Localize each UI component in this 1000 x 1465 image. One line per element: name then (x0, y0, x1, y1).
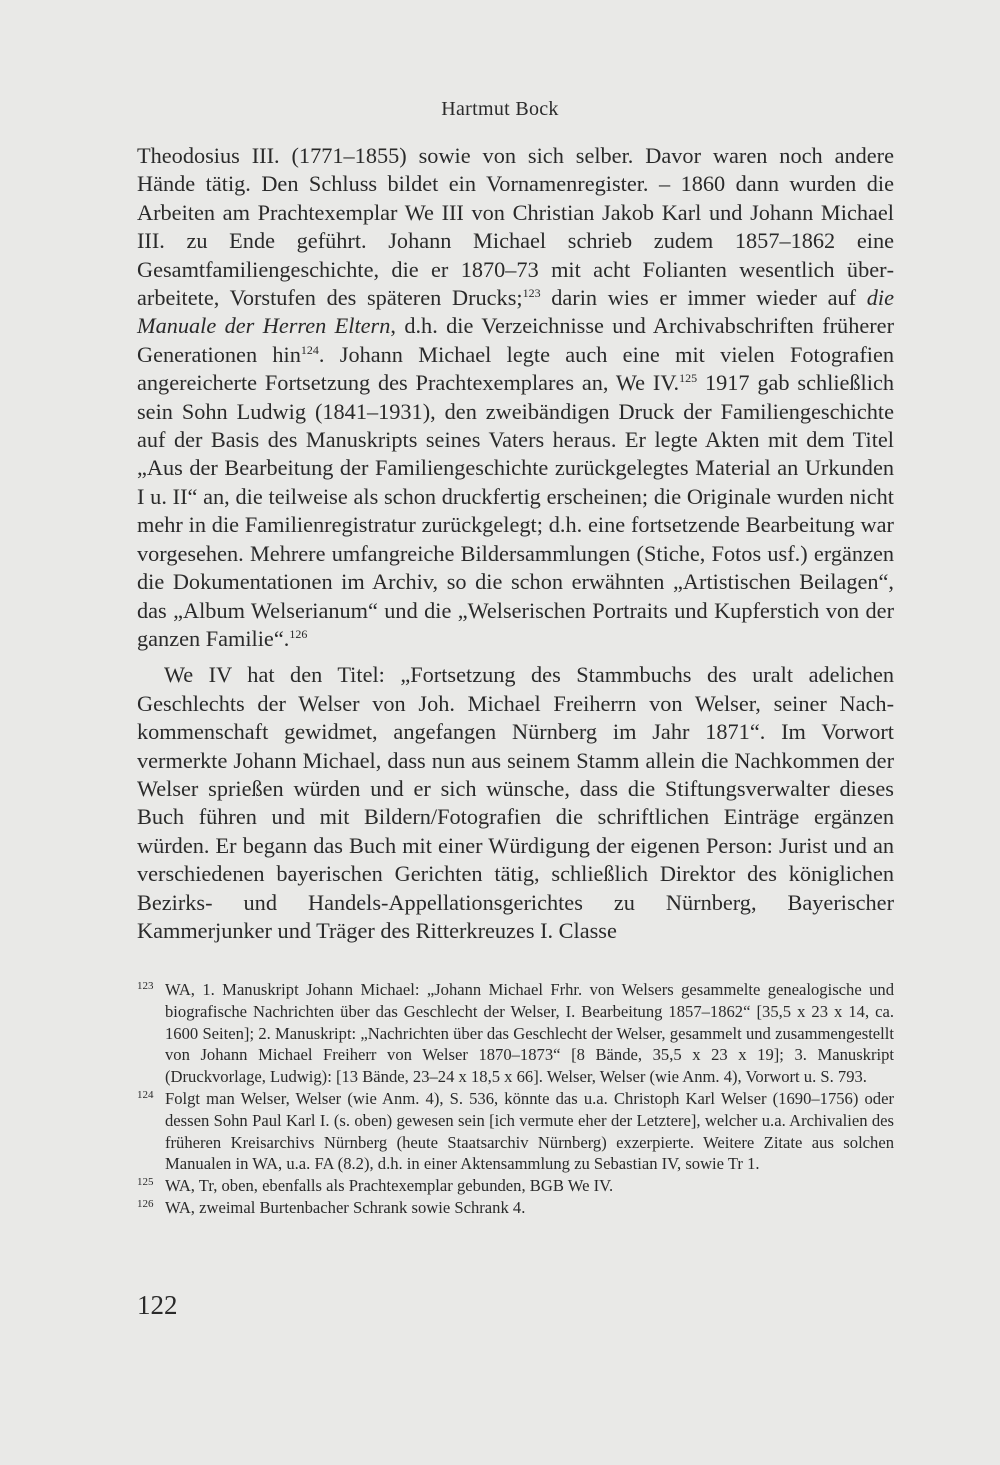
footnote-number: 125 (137, 1176, 154, 1189)
running-head: Hartmut Bock (441, 98, 559, 120)
footnote-ref-126[interactable]: 126 (289, 626, 308, 641)
paragraph-2: We IV hat den Titel: „Fortsetzung des Stammbuchs des uralt adelichen Geschlechts der Welser von Joh. Michael Freiherrn von Welser, seiner Nachkommenschaft gewidmet, angefangen Nürnberg im Jahr 1871“. Im Vorwort vermerkte Johann Michael, dass nun aus seinem Stamm allein die Nachkommen der Welser sprießen würden und er sich wünsche, dass die Stiftungsverwalter dieses Buch führen und mit Bildern/Fotografien die schriftlichen Einträge ergänzen würden. Er begann das Buch mit einer Würdigung der eigenen Person: Jurist und an verschiedenen bayerischen Gerichten tätig, schließlich Direktor des königlichen Bezirks- und Handels-Appellationsgerichtes zu Nürnberg, Bayerischer Kammerjunker und Träger des Ritterkreuzes I. Classe (137, 662, 894, 943)
footnote-123 (137, 979, 894, 1088)
text-segment: . Johann Michael legte auch eine mit vielen Fotografien angereicherte Fortsetzung des Prachtexemplares an, We IV. (137, 341, 894, 396)
text-segment: Theodosius III. (1771–1855) sowie von sich selber. Davor waren noch andere Hände tätig. Den Schluss bildet ein Vornamenregister. – 1860 dann wurden die Arbeiten am Prachtexemplar We III von Christian Jakob Karl und Johann Michael III. zu Ende geführt. Johann Michael schrieb zudem 1857–1862 eine Gesamtfamiliengeschichte, die er 1870–73 mit acht Folianten wesentlich überarbeitete, Vorstufen des späteren Drucks; (137, 143, 894, 311)
footnote-number: 124 (137, 1088, 154, 1101)
footnote-ref-123[interactable]: 123 (522, 286, 541, 301)
footnote-number: 123 (137, 980, 154, 992)
footnote-text: WA, 1. Manuskript Johann Michael: „Johann Michael Frhr. von Welsers gesammelte genealogische und biografische Nachrichten über das Geschlecht der Welser, I. Bearbeitung 1857–1862“ [35,5 x 23 x 14, ca. 1600 Seiten]; 2. Manuskript: „Nachrichten über das Geschlecht der Welser, gesammelt und zusammengestellt von Johann Michael Freiherr von Welser 1870–1873“ [8 Bände, 35,5 x 23 x 19]; 3. Manuskript (Druckvorlage, Ludwig): [13 Bände, 23–24 x 18,5 x 66]. Welser, Welser (wie Anm. 4), Vorwort u. S. 793. (165, 980, 894, 1087)
footnote-125 (137, 1175, 894, 1197)
text-segment: , d.h. die Verzeichnisse und Archivabschriften früherer Generationen hin (137, 313, 894, 367)
footnote-text: WA, Tr, oben, ebenfalls als Prachtexemplar gebunden, BGB We IV. (165, 1176, 614, 1196)
footnote-number: 126 (137, 1197, 154, 1210)
main-text (137, 142, 894, 953)
footnotes (137, 979, 894, 1219)
italic-title: die Manuale der Herren Eltern (137, 285, 894, 339)
footnote-text: WA, zweimal Burtenbacher Schrank sowie Schrank 4. (165, 1197, 526, 1217)
paragraph-1 (137, 142, 894, 653)
footnote-ref-125[interactable]: 125 (679, 371, 698, 386)
footnote-text: Folgt man Welser, Welser (wie Anm. 4), S. 536, könnte das u.a. Christoph Karl Welser (1690–1756) oder dessen Sohn Paul Karl I. (s. oben) gewesen sein [ich vermute eher der Letztere], welcher u.a. Archivalien des früheren Kreisarchivs Nürnberg (heute Staatsarchiv Nürnberg) exzerpierte. Weitere Zitate aus solchen Manualen in WA, u.a. FA (8.2), d.h. in einer Aktensammlung zu Sebastian IV, sowie Tr 1. (165, 1088, 894, 1174)
text-segment: darin wies er immer wieder auf (540, 285, 867, 311)
footnote-ref-124[interactable]: 124 (300, 342, 319, 357)
footnote-126 (137, 1197, 894, 1219)
text-segment: 1917 gab schließlich sein Sohn Ludwig (1841–1931), den zweibändigen Druck der Familiengeschichte auf der Basis des Manuskripts seines Vaters heraus. Er legte Akten mit dem Titel „Aus der Bearbeitung der Familiengeschichte zurückgelegtes Material an Urkunden I u. II“ an, die teilweise als schon druckfertig erscheinen; die Originale wurden nicht mehr in die Familienregistratur zurückgelegt; d.h. eine fortsetzende Bearbeitung war vorgesehen. Mehrere umfangreiche Bildersammlungen (Stiche, Fotos usf.) ergänzen die Dokumentationen im Archiv, so die schon erwähnten „Artistischen Beilagen“, das „Album Welserianum“ und die „Welserischen Portraits und Kupferstich von der ganzen Familie“. (137, 370, 894, 651)
footnote-124 (137, 1088, 894, 1175)
page-number: 122 (137, 1290, 178, 1320)
